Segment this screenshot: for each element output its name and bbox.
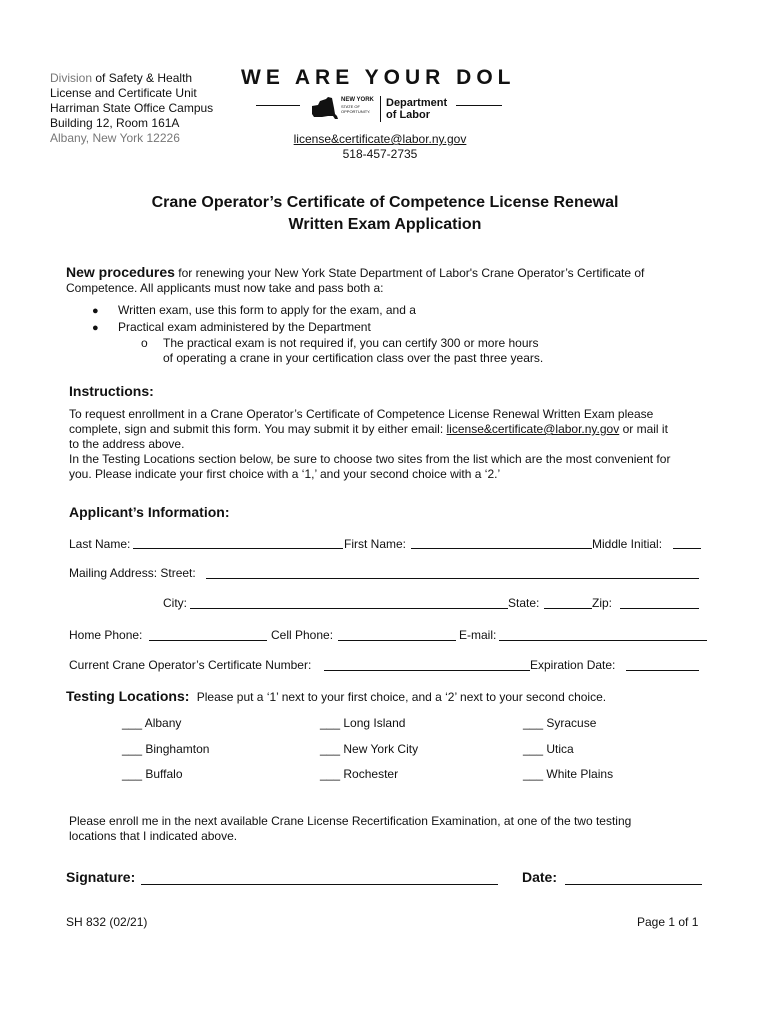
bullet-practical-exam: Practical exam administered by the Department [118, 320, 371, 334]
location-label: Rochester [343, 767, 399, 781]
location-blank[interactable]: ___ [122, 767, 143, 781]
new-procedures-text-2: Competence. All applicants must now take and pass both a: [66, 281, 384, 295]
sub-bullet-practical-exemption [163, 336, 543, 366]
dol-logo [254, 94, 504, 126]
form-number: SH 832 (02/21) [66, 915, 148, 929]
location-label: New York City [343, 742, 419, 756]
state-label: State: [508, 596, 540, 610]
location-option-long-island[interactable] [320, 716, 405, 730]
expiration-date-field[interactable] [626, 670, 699, 671]
signature-label: Signature: [66, 869, 136, 885]
first-name-label: First Name: [344, 537, 407, 551]
expiration-date-label: Expiration Date: [530, 658, 616, 672]
location-option-white-plains[interactable] [523, 767, 613, 781]
enroll-line-1: Please enroll me in the next available Crane License Recertification Examination, at one of the two testing [69, 814, 632, 828]
slogan: WE ARE YOUR DOL [241, 66, 516, 89]
location-blank[interactable]: ___ [523, 767, 544, 781]
instructions-text [69, 407, 670, 482]
sub-bullet-line-1: The practical exam is not required if, you can certify 300 or more hours [163, 336, 539, 350]
instructions-heading: Instructions: [69, 383, 154, 399]
location-blank[interactable]: ___ [523, 742, 544, 756]
page-number: Page 1 of 1 [637, 915, 699, 929]
testing-locations-header [66, 688, 606, 704]
street-label: Mailing Address: Street: [69, 566, 196, 580]
instructions-email-link[interactable]: license&certificate@labor.ny.gov [446, 422, 620, 436]
last-name-label: Last Name: [69, 537, 131, 551]
location-blank[interactable]: ___ [320, 767, 341, 781]
middle-initial-field[interactable] [673, 548, 701, 549]
location-blank[interactable]: ___ [122, 716, 143, 730]
location-label: Buffalo [145, 767, 183, 781]
logo-state-of-text: STATE OF [341, 104, 360, 109]
city-label: City: [163, 596, 187, 610]
first-name-field[interactable] [411, 548, 592, 549]
unit-name: License and Certificate Unit [50, 86, 197, 100]
logo-opportunity-text: OPPORTUNITY. [341, 109, 371, 114]
instructions-line-5: you. Please indicate your first choice with a ‘1,’ and your second choice with a ‘2.’ [69, 467, 501, 481]
agency-address [50, 71, 213, 146]
location-label: Albany [144, 716, 182, 730]
location-blank[interactable]: ___ [320, 742, 341, 756]
enroll-line-2: locations that I indicated above. [69, 829, 238, 843]
sub-bullet-circle-icon: o [141, 336, 148, 350]
instructions-line-4: In the Testing Locations section below, be sure to choose two sites from the list which are the most convenient for [69, 452, 671, 466]
logo-ny-text: NEW YORK [341, 97, 374, 103]
applicant-heading: Applicant’s Information: [69, 504, 230, 520]
city-state-zip: Albany, New York 12226 [50, 131, 180, 145]
email-label: E-mail: [459, 628, 497, 642]
enroll-statement [69, 814, 631, 844]
location-option-albany[interactable] [122, 716, 181, 730]
certificate-number-field[interactable] [324, 670, 530, 671]
division-name: of Safety & Health [92, 71, 193, 85]
date-field[interactable] [565, 884, 702, 885]
new-procedures-heading: New procedures [66, 264, 175, 280]
building-room: Building 12, Room 161A [50, 116, 180, 130]
city-field[interactable] [190, 608, 508, 609]
new-procedures-text: for renewing your New York State Department of Labor's Crane Operator’s Certificate of [174, 266, 645, 280]
location-blank[interactable]: ___ [523, 716, 544, 730]
street-field[interactable] [206, 578, 699, 579]
location-label: Long Island [343, 716, 406, 730]
testing-locations-heading: Testing Locations: [66, 688, 190, 704]
bullet-dot-icon: ● [92, 305, 99, 317]
form-title-line2: Written Exam Application [288, 216, 482, 233]
location-blank[interactable]: ___ [320, 716, 341, 730]
bullet-written-exam: Written exam, use this form to apply for the exam, and a [118, 303, 416, 317]
contact-phone: 518-457-2735 [342, 147, 418, 161]
home-phone-label: Home Phone: [69, 628, 143, 642]
location-label: White Plains [546, 767, 614, 781]
contact-info [270, 132, 490, 162]
bullet-dot-icon: ● [92, 322, 99, 334]
instructions-line-2: complete, sign and submit this form. You may submit it by either email: [69, 422, 447, 436]
instructions-line-2-end: or mail it [619, 422, 668, 436]
logo-of-labor-text: of Labor [386, 109, 430, 121]
sub-bullet-line-2: of operating a crane in your certification class over the past three years. [163, 351, 544, 365]
location-option-new-york-city[interactable] [320, 742, 418, 756]
instructions-line-1: To request enrollment in a Crane Operator’s Certificate of Competence License Renewal Written Exam please [69, 407, 654, 421]
form-title [0, 192, 770, 236]
home-phone-field[interactable] [149, 640, 267, 641]
last-name-field[interactable] [133, 548, 343, 549]
testing-locations-instruction: Please put a ‘1’ next to your first choice, and a ‘2’ next to your second choice. [196, 690, 607, 704]
contact-email-link[interactable]: license&certificate@labor.ny.gov [293, 132, 467, 146]
logo-department-text: Department [386, 97, 448, 109]
middle-initial-label: Middle Initial: [592, 537, 663, 551]
zip-field[interactable] [620, 608, 699, 609]
location-option-syracuse[interactable] [523, 716, 596, 730]
certificate-number-label: Current Crane Operator’s Certificate Number: [69, 658, 312, 672]
state-field[interactable] [544, 608, 592, 609]
zip-label: Zip: [592, 596, 613, 610]
campus-name: Harriman State Office Campus [50, 101, 214, 115]
location-label: Utica [546, 742, 574, 756]
location-label: Syracuse [546, 716, 597, 730]
division-prefix: Division [50, 71, 93, 85]
instructions-line-3: to the address above. [69, 437, 185, 451]
location-blank[interactable]: ___ [122, 742, 143, 756]
email-field[interactable] [499, 640, 707, 641]
signature-field[interactable] [141, 884, 498, 885]
date-label: Date: [522, 869, 558, 885]
form-title-line1: Crane Operator’s Certificate of Competence License Renewal [151, 194, 619, 211]
location-option-utica[interactable] [523, 742, 574, 756]
location-option-binghamton[interactable] [122, 742, 209, 756]
new-procedures-intro [66, 265, 644, 296]
location-label: Binghamton [145, 742, 210, 756]
cell-phone-field[interactable] [338, 640, 456, 641]
cell-phone-label: Cell Phone: [271, 628, 334, 642]
location-option-rochester[interactable] [320, 767, 398, 781]
ny-state-map-icon [308, 96, 340, 122]
location-option-buffalo[interactable] [122, 767, 183, 781]
